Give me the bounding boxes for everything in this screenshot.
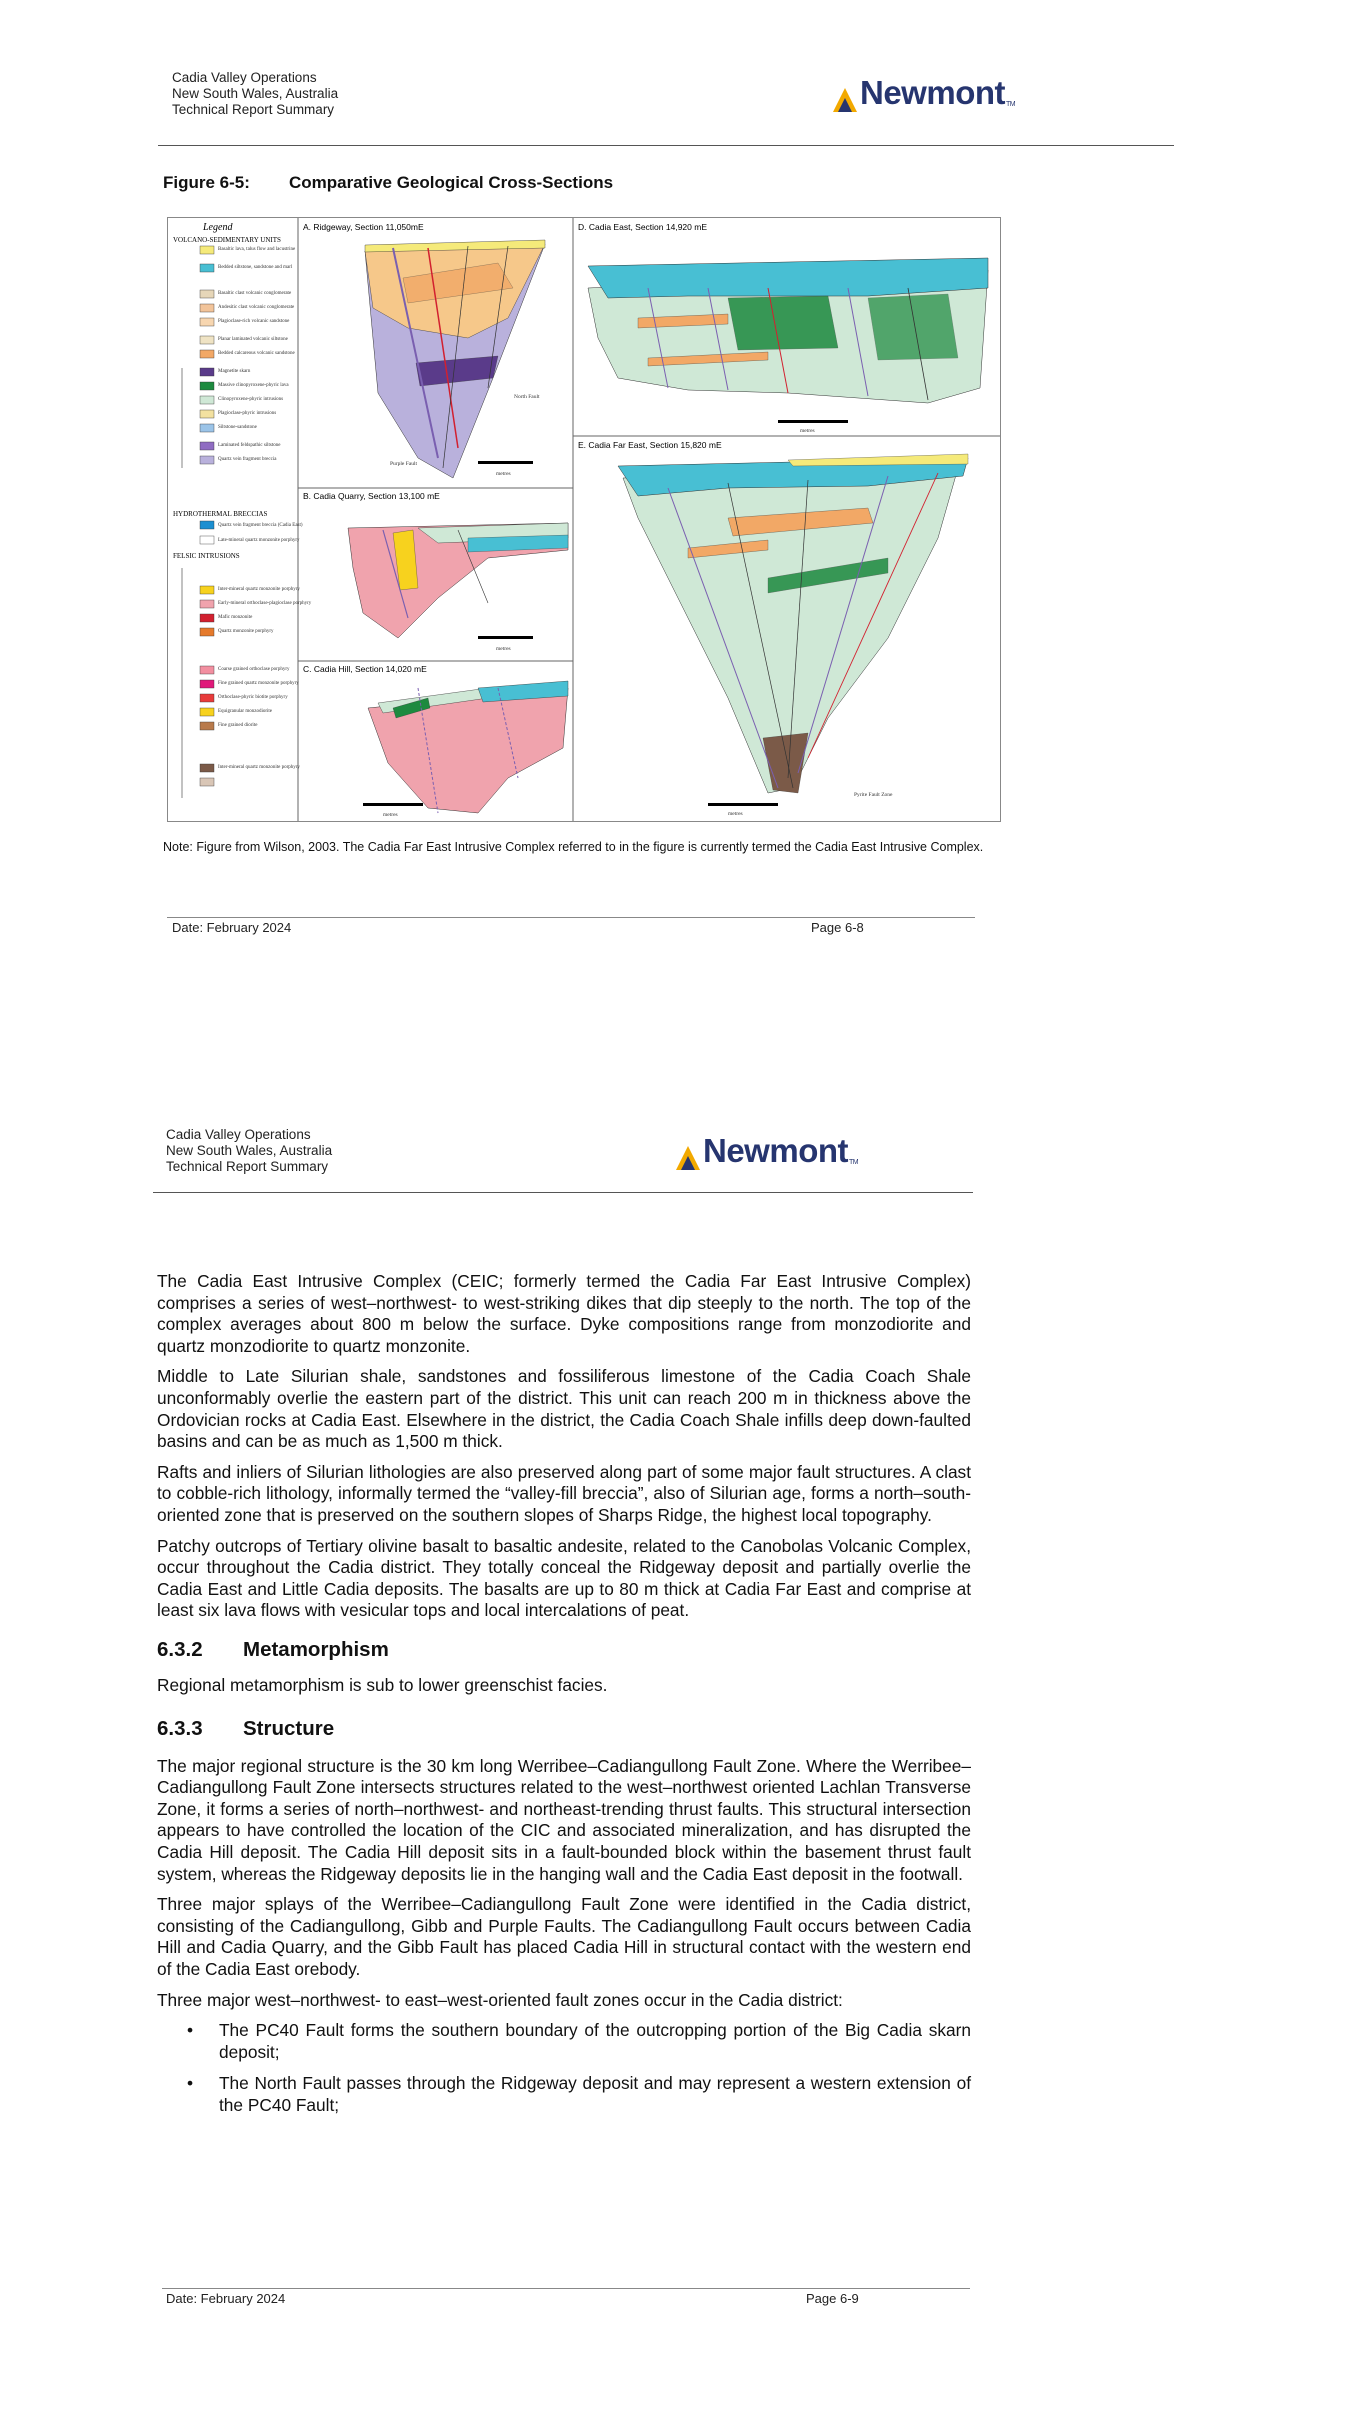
panel-c-title: C. Cadia Hill, Section 14,020 mE bbox=[303, 664, 427, 674]
panel-e-scale-label: metres bbox=[728, 811, 743, 817]
newmont-logo-icon bbox=[676, 1144, 700, 1170]
section-title: Metamorphism bbox=[243, 1637, 389, 1661]
legend-item: Quartz monzonite porphyry bbox=[218, 629, 274, 634]
footer-date: Date: February 2024 bbox=[166, 2291, 286, 2306]
header-line3: Technical Report Summary bbox=[172, 102, 335, 117]
logo-trademark: TM bbox=[1006, 101, 1016, 108]
paragraph: Regional metamorphism is sub to lower greenschist facies. bbox=[157, 1674, 608, 1695]
legend-swatches-2 bbox=[200, 586, 214, 786]
legend-group-volcano: VOLCANO-SEDIMENTARY UNITS bbox=[173, 236, 281, 244]
legend-item: Siltstone-sandstone bbox=[218, 425, 257, 430]
pyrite-fault-zone-label: Pyrite Fault Zone bbox=[854, 792, 893, 798]
panel-e-cadia-far-east bbox=[578, 440, 968, 817]
legend-item: Orthoclase-phyric biotite porphyry bbox=[218, 695, 288, 700]
figure-title bbox=[163, 173, 613, 193]
legend-swatches-1 bbox=[200, 246, 214, 464]
section-title: Structure bbox=[243, 1717, 335, 1741]
legend-item: Andesitic clast volcanic conglomerate bbox=[218, 305, 295, 310]
list-item bbox=[157, 2073, 971, 2116]
footer-rule bbox=[162, 2288, 970, 2289]
legend-item: Equigranular monzodiorite bbox=[218, 709, 273, 714]
figure-number: Figure 6-5: bbox=[163, 173, 250, 192]
header-line1: Cadia Valley Operations bbox=[172, 70, 317, 85]
section-heading-metamorphism bbox=[157, 1639, 971, 1661]
page2-body bbox=[157, 1271, 971, 2127]
paragraph: Rafts and inliers of Silurian lithologies are also preserved along part of some major fault structures. A clast to cobble-rich lithology, informally termed the “valley-fill breccia”, also of Silurian age, forms a north–south-oriented zone that is preserved on the southern slopes of Sharps Ridge, the highest local topography. bbox=[157, 1461, 971, 1525]
figure-canvas bbox=[168, 218, 1000, 821]
header-rule bbox=[158, 145, 1174, 146]
panel-c-cadia-hill bbox=[303, 664, 568, 818]
legend-item: Fine grained diorite bbox=[218, 723, 258, 728]
geological-cross-section-figure bbox=[167, 217, 1001, 822]
header-line1: Cadia Valley Operations bbox=[166, 1127, 311, 1142]
purple-fault-label: Purple Fault bbox=[390, 461, 418, 467]
legend-group-felsic: FELSIC INTRUSIONS bbox=[173, 552, 240, 560]
newmont-logo bbox=[676, 1132, 858, 1170]
panel-b-cadia-quarry bbox=[303, 491, 568, 652]
paragraph: Patchy outcrops of Tertiary olivine basalt to basaltic andesite, related to the Canobolas Volcanic Complex, occur throughout the Cadia district. They totally conceal the Ridgeway deposit and partially overlie the Cadia East and Little Cadia deposits. The basalts are up to 80 m thick at Cadia Far East and comprise at least six lava flows with vesicular tops and local intercalations of peat. bbox=[157, 1535, 971, 1621]
list-item-text: The North Fault passes through the Ridgeway deposit and may represent a western extension of the PC40 Fault; bbox=[219, 2073, 971, 2115]
figure-caption: Comparative Geological Cross-Sections bbox=[289, 173, 614, 192]
panel-b-scale-label: metres bbox=[496, 646, 511, 652]
legend-item: Massive clinopyroxene-phyric lava bbox=[218, 383, 289, 388]
panel-d-title: D. Cadia East, Section 14,920 mE bbox=[578, 222, 707, 232]
header-line3: Technical Report Summary bbox=[166, 1159, 329, 1174]
legend-item: Basaltic lava, talus flow and lacustrine bbox=[218, 247, 296, 252]
legend-item: Early-mineral orthoclase-plagioclase porphyry bbox=[218, 601, 312, 606]
header-rule bbox=[153, 1192, 973, 1193]
fault-zone-list bbox=[157, 2020, 971, 2116]
panel-c-scale-label: metres bbox=[383, 812, 398, 818]
panel-e-title: E. Cadia Far East, Section 15,820 mE bbox=[578, 440, 722, 450]
paragraph: Three major west–northwest- to east–west-oriented fault zones occur in the Cadia district: bbox=[157, 1989, 843, 2010]
header-line2: New South Wales, Australia bbox=[172, 86, 339, 101]
legend-item: Clinopyroxene-phyric intrusions bbox=[218, 397, 284, 402]
panel-a-scale-label: metres bbox=[496, 471, 511, 477]
legend-item: Late-mineral quartz monzonite porphyry bbox=[218, 538, 300, 543]
bullet-icon: • bbox=[187, 2073, 194, 2094]
panel-a-title: A. Ridgeway, Section 11,050mE bbox=[303, 222, 424, 232]
figure-note: Note: Figure from Wilson, 2003. The Cadia Far East Intrusive Complex referred to in the figure is currently termed the Cadia East Intrusive Complex. bbox=[163, 840, 984, 854]
legend-item: Coarse grained orthoclase porphyry bbox=[218, 667, 290, 672]
panel-a-ridgeway bbox=[303, 222, 545, 478]
legend-item: Basaltic clast volcanic conglomerate bbox=[218, 291, 292, 296]
legend-item: Quartz vein fragment breccia bbox=[218, 457, 277, 462]
legend-item: Laminated feldspathic siltstone bbox=[218, 443, 281, 448]
list-item bbox=[157, 2020, 971, 2063]
paragraph: The major regional structure is the 30 km long Werribee–Cadiangullong Fault Zone. Where the Werribee–Cadiangullong Fault Zone intersects structures related to the west–northwest oriented Lachlan Transverse Zone, it forms a series of north–northwest- and northeast-trending thrust faults. This structural intersection appears to have controlled the location of the CIC and associated mineralization, and has disrupted the Cadia Hill deposit. The Cadia Hill deposit sits in a fault-bounded block within the basement thrust fault system, whereas the Ridgeway deposits lie in the hanging wall and the Cadia East deposit in the footwall. bbox=[157, 1755, 971, 1884]
legend-item: Magnetite skarn bbox=[218, 369, 251, 374]
legend-item: Planar laminated volcanic siltstone bbox=[218, 337, 288, 342]
legend-item: Bedded siltstone, sandstone and marl bbox=[218, 265, 293, 270]
logo-text: Newmont bbox=[860, 74, 1005, 111]
legend-item: Mafic monzonite bbox=[218, 615, 253, 620]
page1-header-text bbox=[172, 70, 338, 118]
paragraph: The Cadia East Intrusive Complex (CEIC; formerly termed the Cadia Far East Intrusive Complex) comprises a series of west–northwest- to west-striking dikes that dip steeply to the north. The top of the complex averages about 800 m below the surface. Dyke compositions range from monzodiorite and quartz monzodiorite to quartz monzonite. bbox=[157, 1271, 971, 1356]
panel-b-title: B. Cadia Quarry, Section 13,100 mE bbox=[303, 491, 440, 501]
legend bbox=[173, 222, 312, 798]
bullet-icon: • bbox=[187, 2020, 194, 2041]
legend-item: Plagioclase-phyric intrusions bbox=[218, 411, 277, 416]
logo-text: Newmont bbox=[703, 1132, 848, 1169]
list-item-text: The PC40 Fault forms the southern boundary of the outcropping portion of the Big Cadia skarn deposit; bbox=[219, 2020, 971, 2062]
legend-item: Fine grained quartz monzonite porphyry bbox=[218, 681, 299, 686]
section-heading-structure bbox=[157, 1718, 971, 1740]
newmont-logo-icon bbox=[833, 86, 857, 112]
footer-page-number: Page 6-8 bbox=[811, 920, 864, 935]
newmont-logo bbox=[833, 74, 1015, 112]
legend-group-breccias: HYDROTHERMAL BRECCIAS bbox=[173, 510, 268, 518]
logo-trademark: TM bbox=[849, 1159, 859, 1166]
section-number: 6.3.2 bbox=[157, 1637, 203, 1661]
panel-d-cadia-east bbox=[578, 222, 988, 434]
legend-item: Inter-mineral quartz monzonite porphyry bbox=[218, 587, 300, 592]
north-fault-label: North Fault bbox=[514, 394, 540, 400]
footer-page-number: Page 6-9 bbox=[806, 2291, 859, 2306]
legend-labels-1 bbox=[218, 247, 296, 462]
paragraph: Middle to Late Silurian shale, sandstones and fossiliferous limestone of the Cadia Coach Shale unconformably overlie the eastern part of the district. This unit can reach 200 m in thickness above the Ordovician rocks at Cadia East. Elsewhere in the district, the Cadia Coach Shale infills deep down-faulted basins and can be as much as 1,500 m thick. bbox=[157, 1366, 971, 1452]
legend-item: Inter-mineral quartz monzonite porphyry bbox=[218, 765, 300, 770]
footer-rule bbox=[167, 917, 975, 918]
legend-item: Quartz vein fragment breccia (Cadia East) bbox=[218, 523, 303, 528]
legend-title: Legend bbox=[203, 222, 233, 233]
panel-d-scale-label: metres bbox=[800, 428, 815, 434]
page2-header-text bbox=[166, 1127, 332, 1175]
section-number: 6.3.3 bbox=[157, 1717, 203, 1741]
footer-date: Date: February 2024 bbox=[172, 920, 292, 935]
legend-item: Plagioclase-rich volcanic sandstone bbox=[218, 319, 290, 324]
header-line2: New South Wales, Australia bbox=[166, 1143, 333, 1158]
legend-item: Bedded calcareous volcanic sandstone bbox=[218, 351, 295, 356]
paragraph: Three major splays of the Werribee–Cadiangullong Fault Zone were identified in the Cadia district, consisting of the Cadiangullong, Gibb and Purple Faults. The Cadiangullong Fault occurs between Cadia Hill and Cadia Quarry, and the Gibb Fault has placed Cadia Hill in structural contact with the western end of the Cadia East orebody. bbox=[157, 1894, 971, 1980]
